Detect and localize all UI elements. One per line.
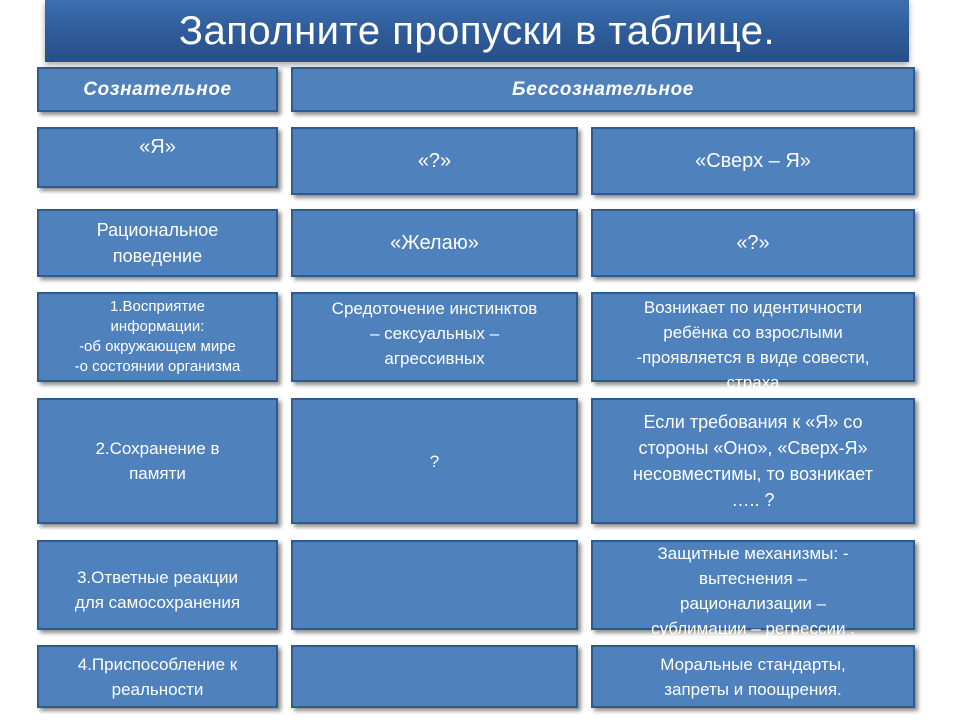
header-unconscious-label: Бессознательное [512,78,694,100]
cell-text: 3.Ответные реакции для самосохранения [74,568,241,612]
slide-title: Заполните пропуски в таблице. [178,8,776,53]
cell-text: «?» [736,232,770,254]
cell-row6-id [291,645,578,708]
cell-row2-superego [591,209,915,277]
cell-text: «Желаю» [390,232,479,254]
slide-title-bar [45,0,909,62]
cell-text: 1.Восприятие информации: -об окружающем мире -о состоянии организма [74,298,241,375]
cell-row4-superego [591,398,915,524]
cell-row3-id [291,292,578,382]
cell-text: Если требования к «Я» со стороны «Оно», «Сверх-Я» несовместимы, то возникает ….. ? [633,412,873,510]
cell-row4-id [291,398,578,524]
cell-row5-id [291,540,578,630]
cell-row2-conscious [37,209,278,277]
cell-row3-superego [591,292,915,392]
cell-text: Моральные стандарты, запреты и поощрения. [660,654,846,699]
cell-row5-superego [591,540,915,638]
cell-row6-conscious [37,645,278,708]
cell-text: Рациональное поведение [96,220,219,266]
cell-row5-conscious [37,540,278,630]
cell-row2-id [291,209,578,277]
cell-text: «?» [417,150,452,172]
cell-text: Защитные механизмы: - вытеснения – рационализации – сублимации – регрессии . [651,544,855,638]
header-conscious [37,67,278,112]
cell-row1-superego [591,127,915,195]
cell-text: «Сверх – Я» [695,150,811,172]
cell-text: Возникает по идентичности ребёнка со взрослыми -проявляется в виде совести, страха [636,298,870,392]
cell-row4-conscious [37,398,278,524]
cell-text: Средоточение инстинктов – сексуальных – агрессивных [331,298,538,368]
cell-text: «Я» [139,135,176,158]
header-conscious-label: Сознательное [83,78,232,100]
cell-text: ? [429,451,440,471]
cell-row1-id [291,127,578,195]
header-unconscious [291,67,915,112]
cell-row6-superego [591,645,915,708]
cell-row3-conscious [37,292,278,382]
cell-row1-conscious [37,127,278,188]
cell-text: 4.Приспособление к реальности [77,654,238,699]
cell-text: 2.Сохранение в памяти [95,439,220,483]
